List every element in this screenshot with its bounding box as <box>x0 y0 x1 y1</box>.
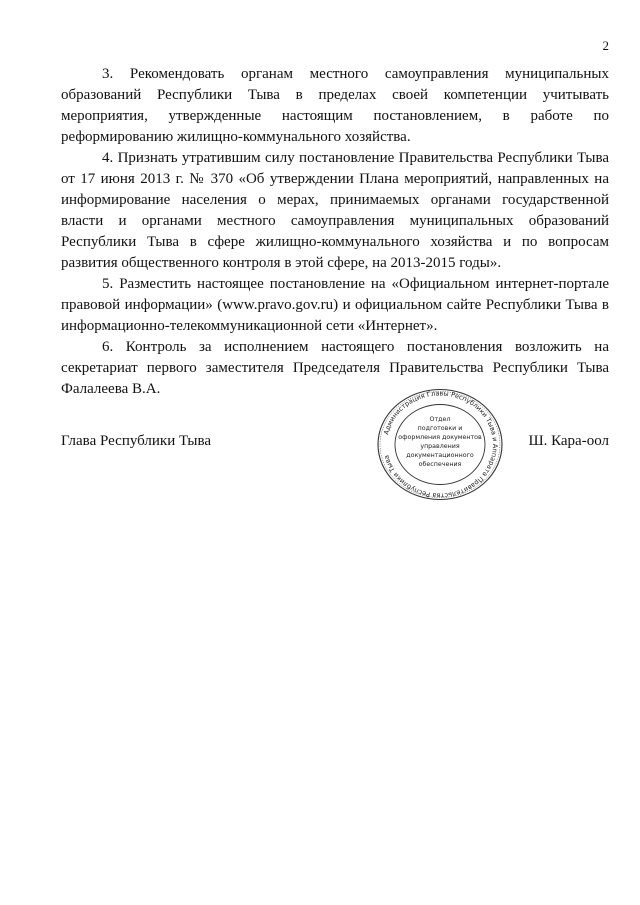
stamp-line-5: документационного <box>406 452 474 459</box>
signatory-title: Глава Республики Тыва <box>61 433 212 449</box>
page-number: 2 <box>602 38 609 53</box>
stamp-outer-text: Администрация Главы Республики Тыва и Аппарата Правительства Республики Тыва <box>382 389 500 500</box>
paragraph-4: 4. Признать утратившим силу постановление Правительства Республики Тыва от 17 июня 2013 г. № 370 «Об утверждении Плана мероприятий, направленных на информирование населения о мерах, принимаемых органами государственной власти и органами местного самоуправления муниципальных образований Республики Тыва в сфере жилищно-коммунального хозяйства и по вопросам развития общественного контроля в этой сфере, на 2013-2015 годы». <box>61 150 609 271</box>
stamp-line-2: подготовки и <box>417 425 463 432</box>
stamp-graphic <box>375 387 505 502</box>
document-body <box>61 64 609 400</box>
paragraph-6: 6. Контроль за исполнением настоящего постановления возложить на секретариат первого заместителя Председателя Правительства Республики Тыва Фалалеева В.А. <box>61 339 609 397</box>
signature-block <box>61 431 609 453</box>
stamp-line-3: оформления документов <box>398 434 482 441</box>
stamp-line-1: Отдел <box>429 416 451 423</box>
stamp-line-6: обеспечения <box>418 461 462 468</box>
stamp-line-4: управления <box>420 443 460 450</box>
paragraph-3: 3. Рекомендовать органам местного самоуправления муниципальных образований Республики Тыва в пределах своей компетенции учитывать мероприятия, утвержденные настоящим постановлением, в работе по реформированию жилищно-коммунального хозяйства. <box>61 66 609 145</box>
signatory-name: Ш. Кара-оол <box>528 433 609 449</box>
official-stamp <box>375 387 505 502</box>
paragraph-5: 5. Разместить настоящее постановление на «Официальном интернет-портале правовой информации» (www.pravo.gov.ru) и официальном сайте Республики Тыва в информационно-телекоммуникационной сети «Интернет». <box>61 276 609 334</box>
